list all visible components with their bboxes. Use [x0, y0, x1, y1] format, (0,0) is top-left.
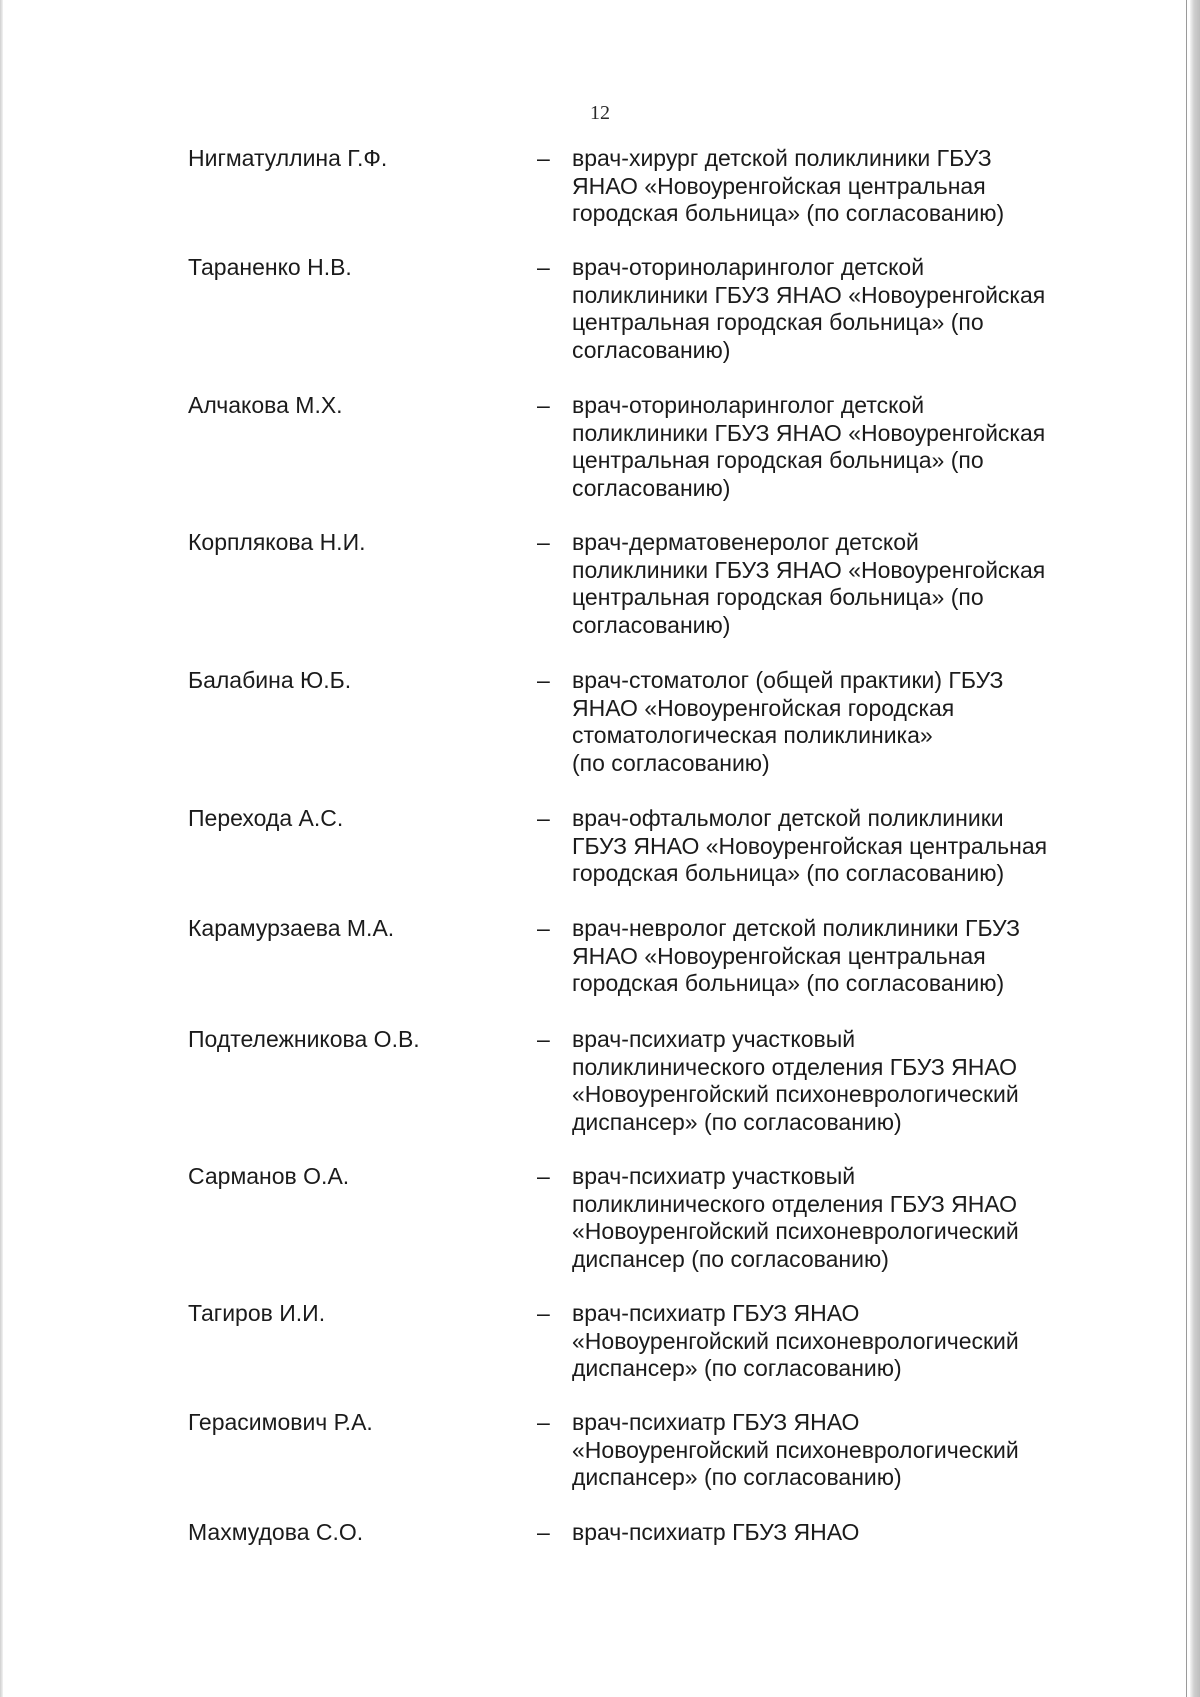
person-name: Карамурзаева М.А.	[188, 915, 395, 941]
dash: –	[537, 392, 550, 418]
position-description: врач-психиатр ГБУЗ ЯНАО «Новоуренгойский психоневрологический диспансер» (по согласованию)	[572, 1300, 1019, 1381]
page-number: 12	[590, 102, 610, 124]
person-name: Сарманов О.А.	[188, 1163, 350, 1189]
position-description: врач-психиатр ГБУЗ ЯНАО	[572, 1519, 860, 1545]
person-name: Махмудова С.О.	[188, 1519, 364, 1545]
person-name: Тагиров И.И.	[188, 1300, 326, 1326]
dash: –	[537, 1163, 550, 1189]
dash: –	[537, 1519, 550, 1545]
dash: –	[537, 1300, 550, 1326]
dash: –	[537, 1026, 550, 1052]
person-name: Перехода А.С.	[188, 805, 344, 831]
person-name: Балабина Ю.Б.	[188, 667, 352, 693]
position-description: врач-оториноларинголог детской поликлиники ГБУЗ ЯНАО «Новоуренгойская центральная городская больница» (по согласованию)	[572, 254, 1046, 363]
dash: –	[537, 805, 550, 831]
scan-edge-left	[0, 0, 3, 1697]
position-description: врач-стоматолог (общей практики) ГБУЗ ЯНАО «Новоуренгойская городская стоматологическая поликлиника» (по согласованию)	[572, 667, 1004, 776]
person-name: Герасимович Р.А.	[188, 1409, 373, 1435]
person-name: Подтележникова О.В.	[188, 1026, 420, 1052]
scan-edge-line	[1186, 0, 1187, 1697]
dash: –	[537, 915, 550, 941]
person-name: Алчакова М.Х.	[188, 392, 343, 418]
person-name: Нигматуллина Г.Ф.	[188, 145, 388, 171]
position-description: врач-психиатр ГБУЗ ЯНАО «Новоуренгойский психоневрологический диспансер» (по согласованию)	[572, 1409, 1019, 1490]
dash: –	[537, 254, 550, 280]
dash: –	[537, 1409, 550, 1435]
position-description: врач-психиатр участковый поликлинического отделения ГБУЗ ЯНАО «Новоуренгойский психоневрологический диспансер (по согласованию)	[572, 1163, 1019, 1272]
dash: –	[537, 145, 550, 171]
position-description: врач-хирург детской поликлиники ГБУЗ ЯНАО «Новоуренгойская центральная городская больница» (по согласованию)	[572, 145, 1005, 226]
position-description: врач-дерматовенеролог детской поликлиники ГБУЗ ЯНАО «Новоуренгойская центральная городская больница» (по согласованию)	[572, 529, 1046, 638]
position-description: врач-психиатр участковый поликлинического отделения ГБУЗ ЯНАО «Новоуренгойский психоневрологический диспансер» (по согласованию)	[572, 1026, 1019, 1135]
position-description: врач-офтальмолог детской поликлиники ГБУЗ ЯНАО «Новоуренгойская центральная городская больница» (по согласованию)	[572, 805, 1048, 886]
scan-edge-right	[1190, 0, 1200, 1697]
position-description: врач-оториноларинголог детской поликлиники ГБУЗ ЯНАО «Новоуренгойская центральная городская больница» (по согласованию)	[572, 392, 1046, 501]
dash: –	[537, 529, 550, 555]
dash: –	[537, 667, 550, 693]
person-name: Корплякова Н.И.	[188, 529, 366, 555]
position-description: врач-невролог детской поликлиники ГБУЗ ЯНАО «Новоуренгойская центральная городская больница» (по согласованию)	[572, 915, 1021, 996]
person-name: Тараненко Н.В.	[188, 254, 352, 280]
